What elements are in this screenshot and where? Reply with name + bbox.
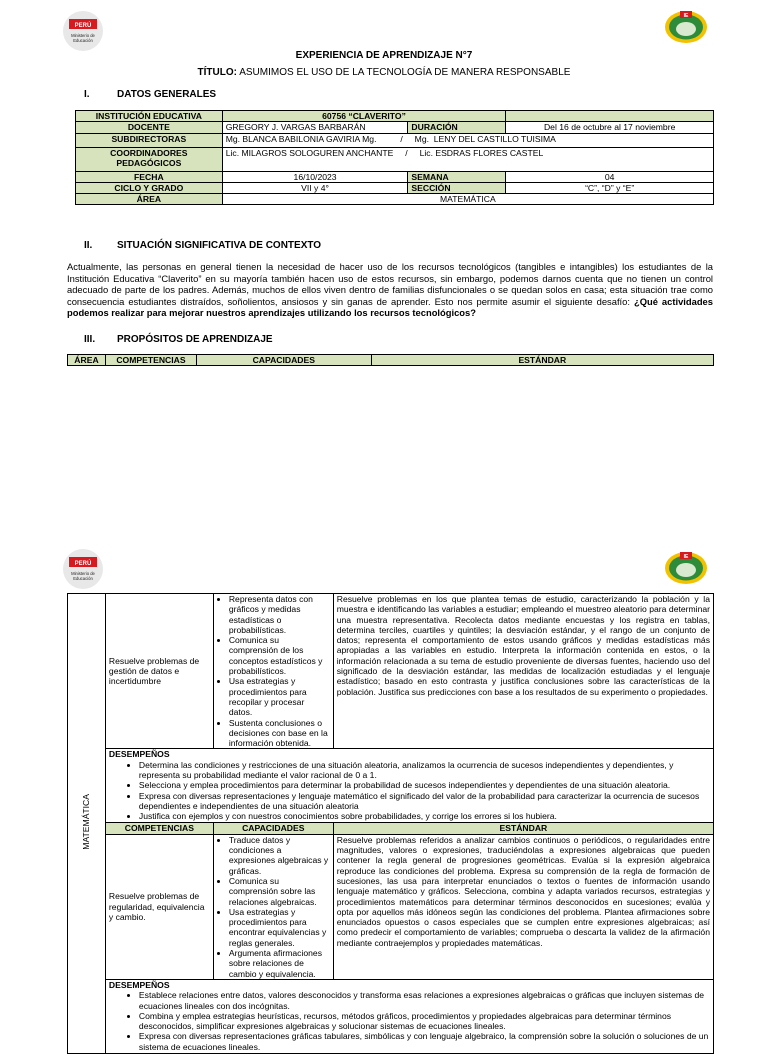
performances-1-label: DESEMPEÑOS	[108, 749, 170, 760]
section-3-title: PROPÓSITOS DE APRENDIZAJE	[117, 334, 273, 345]
capacities-2	[213, 834, 333, 979]
capacity-item: • Sustenta conclusiones o decisiones con base en la información obtenida.	[229, 718, 330, 749]
challenge-question: ¿Qué actividades podemos realizar para mejorar nuestros aprendizajes utilizando los recursos tecnológicos?	[67, 295, 713, 319]
svg-text:Ministerio de: Ministerio de	[71, 571, 95, 576]
performances-1	[105, 749, 713, 823]
capacity-item: • Usa estrategias y procedimientos para encontrar equivalencias y reglas generales.	[229, 907, 330, 948]
capacity-item: • Argumenta afirmaciones sobre relaciones de cambio y equivalencia.	[229, 948, 330, 979]
performances-2-label: DESEMPEÑOS	[108, 979, 170, 990]
svg-text:PERÚ: PERÚ	[74, 23, 92, 29]
area-value: MATEMÁTICA	[222, 194, 713, 205]
area-vertical-label: MATEMÁTICA	[81, 794, 92, 851]
performance-item: • Establece relaciones entre datos, valores desconocidos y transforma esas relaciones a expresiones algebraicas o gráficas que incluyen sistemas de ecuaciones lineales con dos incógnitas.	[139, 990, 710, 1011]
svg-text:Educación: Educación	[73, 576, 93, 581]
performance-item: • Combina y emplea estrategias heurísticas, recursos, métodos gráficos, procedimientos y propiedades algebraicas para determinar términos desconocidos, simplificar expresiones algebraicas y solucionar sistemas de ecuaciones lineales.	[139, 1011, 710, 1032]
section-value: “C”, “D” y “E”	[506, 182, 714, 193]
estandar-header-2: ESTÁNDAR	[333, 823, 713, 834]
general-data-table	[75, 110, 714, 205]
purposes-table	[67, 593, 714, 1054]
capacities-1	[213, 594, 333, 749]
coordinators-label: COORDINADORES PEDAGÓGICOS	[76, 147, 223, 171]
section-2-number: II.	[84, 240, 93, 251]
document-subtitle: TÍTULO: ASUMIMOS EL USO DE LA TECNOLOGÍA DE MANERA RESPONSABLE	[197, 67, 571, 78]
capacity-item: • Representa datos con gráficos y medidas estadísticas o probabilísticas.	[229, 594, 330, 635]
week-label: SEMANA	[408, 171, 506, 182]
date-value: 16/10/2023	[222, 171, 408, 182]
svg-text:IE: IE	[683, 554, 689, 560]
competencias-header-2: COMPETENCIAS	[105, 823, 213, 834]
svg-text:PERÚ: PERÚ	[74, 561, 92, 567]
subdirectors-value: Mg. BLANCA BABILONIA GAVIRIA Mg. / Mg. LENY DEL CASTILLO TUISIMA	[222, 133, 713, 147]
capacity-item: • Usa estrategias y procedimientos para recopilar y procesar datos.	[229, 676, 330, 717]
subdirectors-label: SUBDIRECTORAS	[76, 133, 223, 147]
duration-label: DURACIÓN	[408, 122, 506, 133]
capacidades-header-2: CAPACIDADES	[213, 823, 333, 834]
capacity-item: • Traduce datos y condiciones a expresiones algebraicas y gráficas.	[229, 835, 330, 876]
section-1-number: I.	[84, 89, 90, 100]
section-1-title: DATOS GENERALES	[117, 89, 217, 100]
school-crest-logo	[664, 8, 708, 44]
institution-value: 60756 “CLAVERITO”	[222, 111, 506, 122]
purposes-competencias-header: COMPETENCIAS	[105, 355, 196, 366]
performance-item: • Determina las condiciones y restricciones de una situación aleatoria, analizamos la ocurrencia de sucesos independientes y dependientes, y representa su probabilidad mediante el valor racional de 0 a 1.	[139, 760, 710, 781]
area-label: ÁREA	[76, 194, 223, 205]
svg-text:Educación: Educación	[73, 38, 93, 43]
situation-paragraph: Actualmente, las personas en general tienen la necesidad de hacer uso de los recursos tecnológicos (tangibles e intangibles) los estudiantes de la Institución Educativa “Claverito” en su mayoría también hacen uso de estos recursos, sin embargo, podemos darnos cuenta que no tienen un control adecuado de parte de los padres. Además, muchos de ellos viven dentro de familias disfuncionales o se quedan solos en casa; esta situación trae como consecuencia estudiantes distraídos, soñolientos, ansiosos y sin ganas de aprender. Esto nos permite asumir el siguiente desafío: ¿Qué actividades podemos realizar para mejorar nuestros aprendizajes utilizando los recursos tecnológicos?	[67, 261, 713, 319]
ministry-logo-page2	[62, 548, 104, 590]
date-label: FECHA	[76, 171, 223, 182]
school-crest-logo-page2	[664, 549, 708, 585]
performance-item: • Expresa con diversas representaciones gráficas tabulares, simbólicas y con lenguaje algebraico, la comprensión sobre la solución o soluciones de un sistema de ecuaciones lineales.	[139, 1031, 710, 1052]
week-value: 04	[506, 171, 714, 182]
purposes-area-header: ÁREA	[68, 355, 106, 366]
performance-item: • Justifica con ejemplos y con nuestros conocimientos sobre probabilidades, y corrige los errores si los hubiera.	[139, 811, 710, 821]
capacity-item: • Comunica su comprensión de los conceptos estadísticos y probabilísticos.	[229, 635, 330, 676]
teacher-value: GREGORY J. VARGAS BARBARÁN	[222, 122, 408, 133]
svg-text:Ministerio de: Ministerio de	[71, 33, 95, 38]
standard-2: Resuelve problemas referidos a analizar cambios continuos o periódicos, o regularidades entre magnitudes, valores o expresiones, traduciéndolas a expresiones algebraicas que pueden contener la regla general de progresiones geométricas. Evalúa si la expresión algebraica reproduce las condiciones del problema. Expresa su comprensión de la regla de formación de sucesiones, las usa para interpretar enunciados o textos o fuentes de información usando lenguaje matemático y gráficos. Selecciona, combina y adapta variados recursos, estrategias y procedimientos matemáticos para determinar términos desconocidos en sucesiones; evalúa y opta por aquellos más idóneos según las condiciones del problema. Plantea afirmaciones sobre enunciados opuestos o casos especiales que se cumplen entre expresiones algebraicas; así como predecir el comportamiento de variables; comprueba o descarta la validez de la afirmación mediante contraejemplos y propiedades matemáticas.	[333, 834, 713, 979]
duration-value: Del 16 de octubre al 17 noviembre	[506, 122, 714, 133]
coordinators-value: Lic. MILAGROS SOLOGUREN ANCHANTE / Lic. ESDRAS FLORES CASTEL	[222, 147, 713, 171]
purposes-header-table	[67, 354, 714, 366]
section-2-title: SITUACIÓN SIGNIFICATIVA DE CONTEXTO	[117, 240, 322, 251]
purposes-estandar-header: ESTÁNDAR	[371, 355, 713, 366]
capacity-item: • Comunica su comprensión sobre las relaciones algebraicas.	[229, 876, 330, 907]
ministry-logo	[62, 10, 104, 52]
purposes-capacidades-header: CAPACIDADES	[196, 355, 371, 366]
competency-2: Resuelve problemas de regularidad, equivalencia y cambio.	[105, 834, 213, 979]
svg-text:IE: IE	[683, 13, 689, 19]
cycle-value: VII y 4°	[222, 182, 408, 193]
cycle-label: CICLO Y GRADO	[76, 182, 223, 193]
document-title: EXPERIENCIA DE APRENDIZAJE N°7	[295, 50, 473, 61]
standard-1: Resuelve problemas en los que plantea temas de estudio, caracterizando la población y la muestra e identificando las variables a estudiar; empleando el muestreo aleatorio para determinar una muestra representativa. Recolecta datos mediante encuestas y los registra en tablas, determina terciles, cuartiles y quintiles; la desviación estándar, y el rango de un conjunto de datos; representa el comportamiento de estos usando gráficos y medidas estadísticas más apropiadas a las variables en estudio. Interpreta la información contenida en estos, o la información relacionada a su tema de estudio proveniente de diversas fuentes, haciendo uso del significado de la desviación estándar, las medidas de localización estudiadas y el lenguaje estadístico; basado en esto contrasta y justifica conclusiones sobre las características de la población. Justifica sus predicciones con base a los resultados de su experimento o propiedades.	[333, 594, 713, 749]
performances-2	[105, 979, 713, 1053]
institution-label: INSTITUCIÓN EDUCATIVA	[76, 111, 223, 122]
section-3-number: III.	[84, 334, 96, 345]
teacher-label: DOCENTE	[76, 122, 223, 133]
competency-1: Resuelve problemas de gestión de datos e incertidumbre	[105, 594, 213, 749]
performance-item: • Selecciona y emplea procedimientos para determinar la probabilidad de sucesos independientes y dependientes de una situación aleatoria.	[139, 780, 710, 790]
area-vertical-cell	[68, 594, 106, 1054]
performance-item: • Expresa con diversas representaciones y lenguaje matemático el significado del valor de la probabilidad para caracterizar la ocurrencia de sucesos dependientes e independientes de una situación aleatoria	[139, 791, 710, 812]
section-label: SECCIÓN	[408, 182, 506, 193]
